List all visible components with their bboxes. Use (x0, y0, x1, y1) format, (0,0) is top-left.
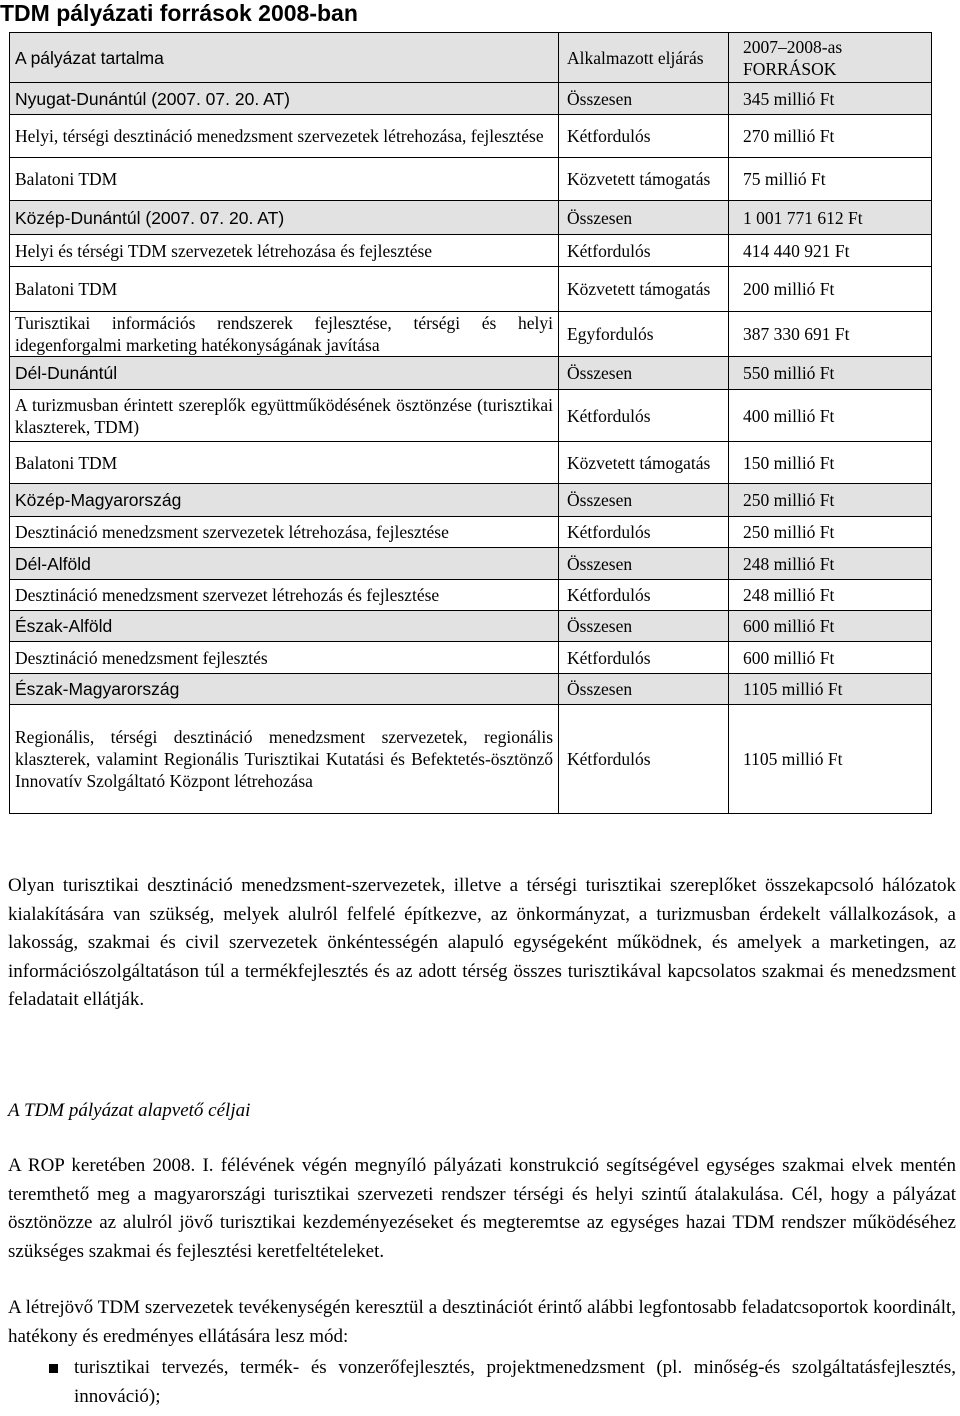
cell-content: Dél-Alföld (10, 548, 559, 580)
cell-procedure: Összesen (559, 674, 729, 705)
cell-amount: 600 millió Ft (729, 642, 932, 674)
region-row (10, 611, 932, 642)
table-row (10, 235, 932, 267)
cell-procedure: Egyfordulós (559, 312, 729, 357)
cell-procedure: Kétfordulós (559, 115, 729, 158)
header-procedure: Alkalmazott eljárás (559, 33, 729, 83)
cell-content: Nyugat-Dunántúl (2007. 07. 20. AT) (10, 83, 559, 115)
cell-amount: 200 millió Ft (729, 267, 932, 312)
list-item (8, 1354, 956, 1411)
cell-content: Helyi és térségi TDM szervezetek létrehozása és fejlesztése (10, 235, 559, 267)
region-row (10, 83, 932, 115)
header-content: A pályázat tartalma (10, 33, 559, 83)
cell-procedure: Összesen (559, 357, 729, 390)
cell-content: Balatoni TDM (10, 267, 559, 312)
cell-procedure: Kétfordulós (559, 642, 729, 674)
cell-procedure: Összesen (559, 83, 729, 115)
cell-procedure: Közvetett támogatás (559, 158, 729, 201)
header-amount: 2007–2008-as FORRÁSOK (729, 33, 932, 83)
cell-content: Desztináció menedzsment szervezet létrehozás és fejlesztése (10, 580, 559, 611)
table-header-row (10, 33, 932, 83)
cell-amount: 345 millió Ft (729, 83, 932, 115)
cell-procedure: Összesen (559, 201, 729, 235)
cell-amount: 270 millió Ft (729, 115, 932, 158)
intro-paragraph: Olyan turisztikai desztináció menedzsment-szervezetek, illetve a térségi turisztikai szereplőket összekapcsoló hálózatok kialakítására van szükség, melyek alulról felfelé építkezve, az önkormányzat, a turizmusban érdekelt vállalkozások, a lakosság, szakmai és civil szervezetek önkéntességén alapuló egységeként működnek, és amelyek a marketingen, az információszolgáltatáson túl a termékfejlesztés és az adott térség összes turisztikával kapcsolatos szakmai és menedzsment feladatait ellátják. (8, 875, 956, 1010)
cell-amount: 550 millió Ft (729, 357, 932, 390)
cell-procedure: Kétfordulós (559, 517, 729, 548)
table-row (10, 115, 932, 158)
region-row (10, 484, 932, 517)
cell-amount: 414 440 921 Ft (729, 235, 932, 267)
task-bullet-list (8, 1354, 956, 1411)
cell-amount: 250 millió Ft (729, 484, 932, 517)
cell-amount: 150 millió Ft (729, 442, 932, 484)
table-row (10, 267, 932, 312)
cell-procedure: Kétfordulós (559, 580, 729, 611)
cell-amount: 75 millió Ft (729, 158, 932, 201)
table-row (10, 312, 932, 357)
cell-procedure: Kétfordulós (559, 235, 729, 267)
cell-amount: 250 millió Ft (729, 517, 932, 548)
cell-amount: 1 001 771 612 Ft (729, 201, 932, 235)
cell-content: Dél-Dunántúl (10, 357, 559, 390)
cell-content: Balatoni TDM (10, 158, 559, 201)
section-heading: A TDM pályázat alapvető céljai (8, 1100, 251, 1121)
cell-procedure: Összesen (559, 548, 729, 580)
table-row (10, 642, 932, 674)
cell-content: Észak-Alföld (10, 611, 559, 642)
table-row (10, 705, 932, 814)
cell-amount: 600 millió Ft (729, 611, 932, 642)
region-row (10, 357, 932, 390)
cell-procedure: Kétfordulós (559, 705, 729, 814)
funding-table (9, 32, 932, 814)
cell-content: Balatoni TDM (10, 442, 559, 484)
cell-amount: 248 millió Ft (729, 548, 932, 580)
cell-amount: 400 millió Ft (729, 390, 932, 442)
cell-amount: 248 millió Ft (729, 580, 932, 611)
region-row (10, 201, 932, 235)
table-row (10, 158, 932, 201)
cell-procedure: Összesen (559, 611, 729, 642)
cell-procedure: Kétfordulós (559, 390, 729, 442)
rop-paragraph: A ROP keretében 2008. I. félévének végén megnyíló pályázati konstrukció segítségével egységes szakmai elvek mentén teremthető meg a magyarországi turisztikai szervezeti rendszer térségi és helyi szintű átalakulása. Cél, hogy a pályázat ösztönözze az alulról jövő turisztikai kezdeményezéseket és megteremtse az egységes hazai TDM rendszer működéséhez szükséges szakmai és fejlesztési keretfeltételeket. (8, 1155, 956, 1262)
page-title: TDM pályázati források 2008-ban (0, 0, 358, 26)
square-bullet-icon (49, 1364, 58, 1373)
cell-procedure: Közvetett támogatás (559, 442, 729, 484)
cell-content: Desztináció menedzsment szervezetek létrehozása, fejlesztése (10, 517, 559, 548)
cell-content: Közép-Magyarország (10, 484, 559, 517)
cell-content: Helyi, térségi desztináció menedzsment szervezetek létrehozása, fejlesztése (10, 115, 559, 158)
table-row (10, 442, 932, 484)
tdm-paragraph: A létrejövő TDM szervezetek tevékenységén keresztül a desztinációt érintő alábbi legfontosabb feladatcsoportok koordinált, hatékony és eredményes ellátására lesz mód: (8, 1297, 956, 1347)
cell-content: Desztináció menedzsment fejlesztés (10, 642, 559, 674)
cell-amount: 1105 millió Ft (729, 705, 932, 814)
cell-content: Regionális, térségi desztináció menedzsment szervezetek, regionális klaszterek, valamint Regionális Turisztikai Kutatási és Befektetés-ösztönző Innovatív Szolgáltató Központ létrehozása (10, 705, 559, 814)
table-row (10, 390, 932, 442)
cell-procedure: Összesen (559, 484, 729, 517)
cell-content: Közép-Dunántúl (2007. 07. 20. AT) (10, 201, 559, 235)
cell-content: Észak-Magyarország (10, 674, 559, 705)
list-item-text: turisztikai tervezés, termék- és vonzerőfejlesztés, projektmenedzsment (pl. minőség-és szolgáltatásfejlesztés, innováció); (74, 1357, 956, 1407)
cell-procedure: Közvetett támogatás (559, 267, 729, 312)
table-row (10, 517, 932, 548)
region-row (10, 548, 932, 580)
cell-content: Turisztikai információs rendszerek fejlesztése, térségi és helyi idegenforgalmi marketing hatékonyságának javítása (10, 312, 559, 357)
cell-content: A turizmusban érintett szereplők együttműködésének ösztönzése (turisztikai klaszterek, TDM) (10, 390, 559, 442)
funding-table-body (10, 33, 932, 814)
cell-amount: 1105 millió Ft (729, 674, 932, 705)
region-row (10, 674, 932, 705)
table-row (10, 580, 932, 611)
cell-amount: 387 330 691 Ft (729, 312, 932, 357)
